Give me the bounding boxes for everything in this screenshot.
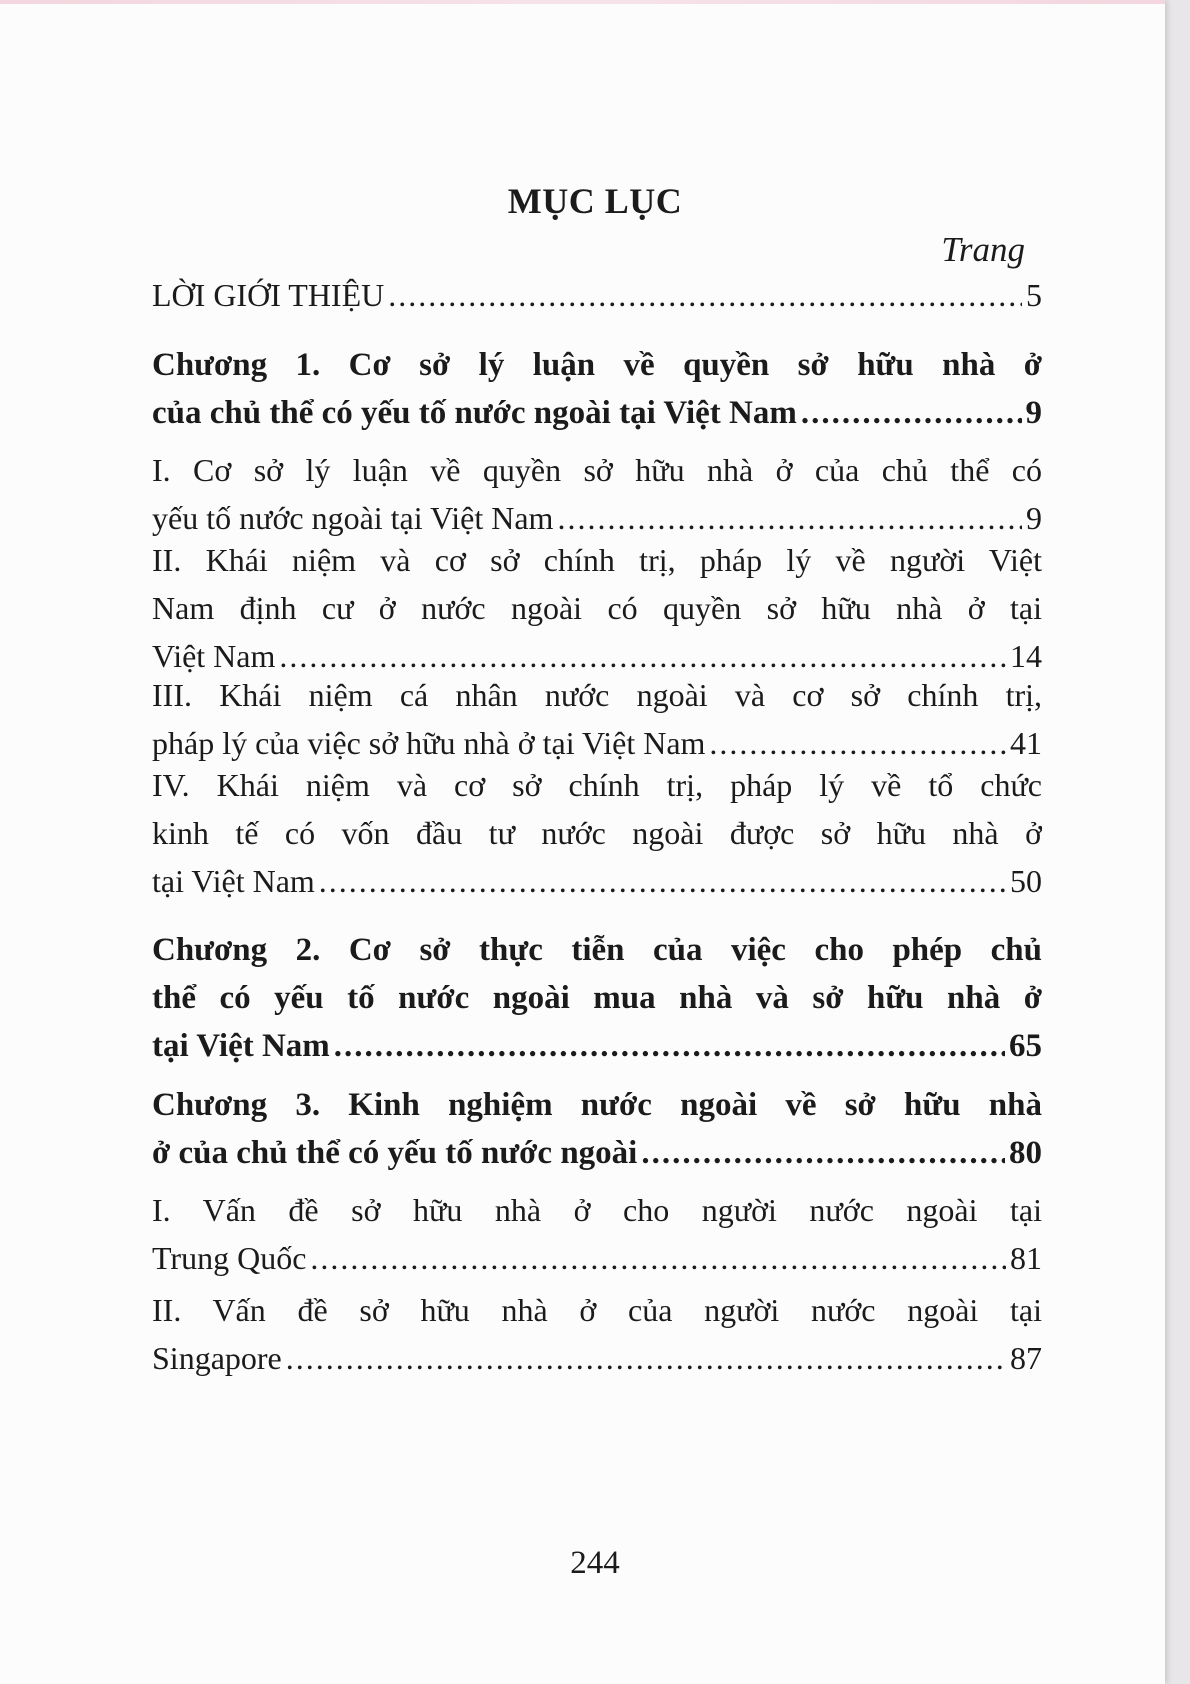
toc-entry-text: LỜI GIỚI THIỆU: [152, 277, 385, 313]
page-title: MỤC LỤC: [507, 181, 683, 221]
toc-entry-line: [152, 856, 1042, 906]
toc-page-number: 9: [1025, 395, 1042, 431]
toc-entry-text: tại Việt Nam: [152, 863, 315, 899]
toc-entry-line: [152, 388, 1042, 438]
toc-entry-line: III. Khái niệm cá nhân nước ngoài và cơ sở chính trị,: [152, 677, 1042, 713]
toc-page-number: 5: [1026, 277, 1042, 313]
toc-entry-line: [152, 270, 1042, 320]
toc-entry-line: I. Vấn đề sở hữu nhà ở cho người nước ngoài tại: [152, 1192, 1042, 1228]
toc-entry-text: ở của chủ thể có yếu tố nước ngoài: [152, 1135, 638, 1171]
dot-leader: [388, 270, 1022, 320]
toc-entry-line: Nam định cư ở nước ngoài có quyền sở hữu nhà ở tại: [152, 590, 1042, 626]
toc-entry-line: II. Khái niệm và cơ sở chính trị, pháp lý về người Việt: [152, 542, 1042, 578]
toc-entry-text: Trung Quốc: [152, 1240, 307, 1276]
toc-entry-text: của chủ thể có yếu tố nước ngoài tại Việt Nam: [152, 395, 797, 431]
dot-leader: [641, 1128, 1005, 1178]
toc-page-number: 81: [1010, 1240, 1042, 1276]
toc-entry-line: thể có yếu tố nước ngoài mua nhà và sở hữu nhà ở: [152, 980, 1042, 1016]
toc-entry-line: [152, 1021, 1042, 1071]
dot-leader: [334, 1021, 1005, 1071]
toc-entry-line: Chương 2. Cơ sở thực tiễn của việc cho phép chủ: [152, 932, 1042, 968]
toc-entry-line: [152, 1128, 1042, 1178]
page-number: 244: [570, 1545, 620, 1581]
toc-entry-line: IV. Khái niệm và cơ sở chính trị, pháp lý về tổ chức: [152, 767, 1042, 803]
dot-leader: [286, 1333, 1006, 1383]
dot-leader: [801, 388, 1022, 438]
toc-entry-line: [152, 1333, 1042, 1383]
toc-entry-line: kinh tế có vốn đầu tư nước ngoài được sở hữu nhà ở: [152, 815, 1042, 851]
toc-entry-line: Chương 1. Cơ sở lý luận về quyền sở hữu nhà ở: [152, 347, 1042, 383]
toc-page-number: 14: [1010, 638, 1042, 674]
toc-entry-line: Chương 3. Kinh nghiệm nước ngoài về sở hữu nhà: [152, 1087, 1042, 1123]
toc-page-number: 87: [1010, 1340, 1042, 1376]
toc-entry-line: I. Cơ sở lý luận về quyền sở hữu nhà ở của chủ thể có: [152, 452, 1042, 488]
toc-entry-line: II. Vấn đề sở hữu nhà ở của người nước ngoài tại: [152, 1292, 1042, 1328]
toc-page-number: 41: [1010, 725, 1042, 761]
page-column-label: Trang: [941, 230, 1025, 269]
toc-page-number: 65: [1009, 1028, 1042, 1064]
dot-leader: [319, 856, 1006, 906]
toc-page-number: 80: [1009, 1135, 1042, 1171]
toc-page-number: 50: [1010, 863, 1042, 899]
toc-entry-text: tại Việt Nam: [152, 1028, 330, 1064]
toc-entry-line: [152, 1233, 1042, 1283]
toc-entry-text: pháp lý của việc sở hữu nhà ở tại Việt Nam: [152, 725, 706, 761]
page-edge: [0, 0, 1165, 4]
toc-entry-text: Việt Nam: [152, 638, 276, 674]
toc-entry-text: Singapore: [152, 1340, 282, 1376]
toc-page-number: 9: [1026, 500, 1042, 536]
toc-entry-text: yếu tố nước ngoài tại Việt Nam: [152, 500, 554, 536]
dot-leader: [310, 1233, 1006, 1283]
